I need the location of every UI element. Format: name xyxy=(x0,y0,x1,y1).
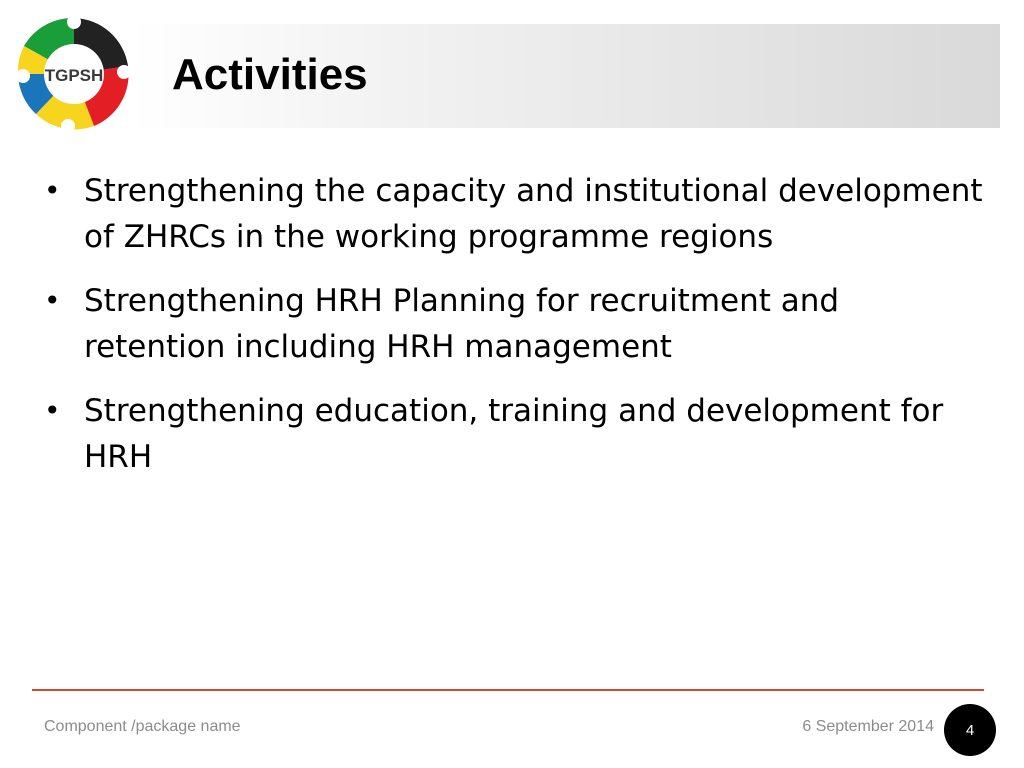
bullet-item xyxy=(44,388,984,480)
footer-divider xyxy=(32,689,984,691)
bullet-text: Strengthening HRH Planning for recruitment and retention including HRH management xyxy=(84,283,840,365)
page-number: 4 xyxy=(965,721,975,739)
bullet-list xyxy=(44,168,984,498)
tgpsh-logo xyxy=(14,14,134,134)
bullet-text: Strengthening the capacity and institutional development of ZHRCs in the working programme regions xyxy=(84,173,983,255)
bullet-item xyxy=(44,278,984,370)
footer-component-name: Component /package name xyxy=(44,718,241,735)
logo-text: TGPSH xyxy=(44,66,104,85)
puzzle-logo-icon xyxy=(14,14,134,134)
bullet-dot-icon: • xyxy=(44,284,61,317)
footer-date: 6 September 2014 xyxy=(802,718,934,735)
bullet-text: Strengthening education, training and development for HRH xyxy=(84,393,944,475)
bullet-dot-icon: • xyxy=(44,174,61,207)
bullet-item xyxy=(44,168,984,260)
slide-title: Activities xyxy=(172,50,368,99)
bullet-dot-icon: • xyxy=(44,394,61,427)
page-number-badge xyxy=(944,704,996,756)
